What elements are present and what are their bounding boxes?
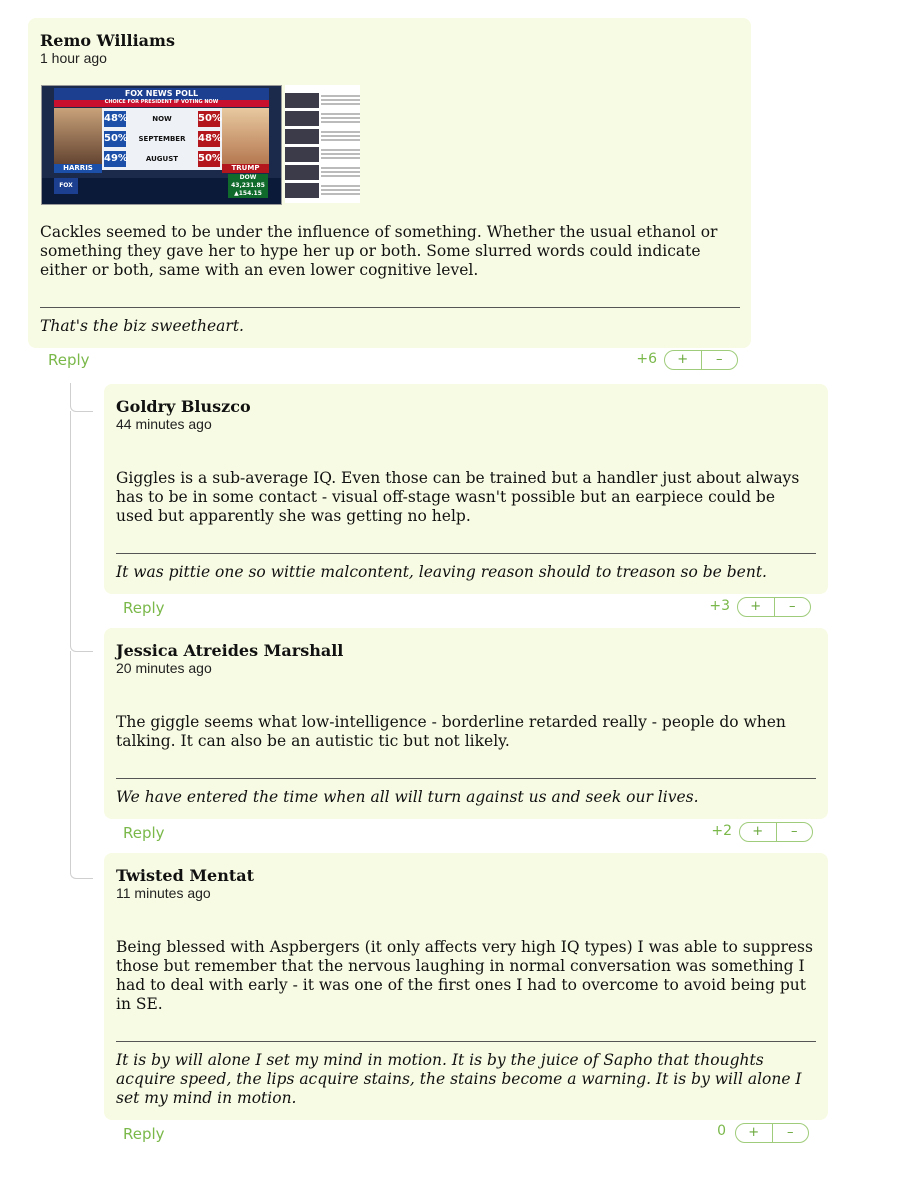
reply-button[interactable]: Reply xyxy=(123,1125,165,1143)
related-video[interactable] xyxy=(285,183,360,198)
downvote-button[interactable]: – xyxy=(772,1124,809,1142)
related-video[interactable] xyxy=(285,129,360,144)
reply-button[interactable]: Reply xyxy=(123,824,165,842)
comment-timestamp[interactable]: 11 minutes ago xyxy=(116,885,211,901)
comment-body: The giggle seems what low-intelligence - borderline retarded really - people do when talking. It can also be an autistic tic but not likely. xyxy=(116,713,786,750)
related-videos-header xyxy=(285,85,360,93)
poll-row-label: AUGUST xyxy=(145,155,179,163)
comment-timestamp[interactable]: 44 minutes ago xyxy=(116,416,212,432)
downvote-button[interactable]: – xyxy=(774,598,811,616)
comment-body: Being blessed with Aspbergers (it only affects very high IQ types) I was able to suppress those but remember that the nervous laughing in normal conversation was something I had to deal with early - it was one of the first ones I had to overcome to avoid being put in SE. xyxy=(116,938,813,1013)
poll-row-label: SEPTEMBER xyxy=(138,135,186,143)
poll-subtitle-text: CHOICE FOR PRESIDENT IF VOTING NOW xyxy=(104,99,219,105)
comment-signature: We have entered the time when all will turn against us and seek our lives. xyxy=(116,788,699,806)
poll-subtitle xyxy=(54,100,269,107)
poll-table xyxy=(102,108,222,170)
candidate-photo-left xyxy=(54,108,102,170)
related-videos-list xyxy=(285,85,360,203)
dow-change: ▲154.15 xyxy=(234,190,262,197)
upvote-button[interactable]: + xyxy=(677,352,689,367)
related-video[interactable] xyxy=(285,93,360,108)
dow-box xyxy=(228,174,268,198)
comment-timestamp[interactable]: 1 hour ago xyxy=(40,50,107,66)
poll-value-right: 48% xyxy=(198,131,220,147)
downvote-button[interactable]: – xyxy=(776,823,813,841)
comment-author[interactable]: Goldry Bluszco xyxy=(116,397,251,416)
comment-signature: It was pittie one so wittie malcontent, leaving reason should to treason so be bent. xyxy=(116,563,767,581)
related-video[interactable] xyxy=(285,165,360,180)
poll-row xyxy=(102,110,222,128)
thread-connector xyxy=(70,651,93,879)
upvote-button[interactable]: + xyxy=(750,599,762,614)
vote-control xyxy=(737,597,811,617)
comment-score: +6 xyxy=(636,351,657,367)
poll-banner-text: FOX NEWS POLL xyxy=(124,89,199,98)
candidate-name-left: HARRIS xyxy=(54,164,102,173)
poll-value-right: 50% xyxy=(198,111,220,127)
related-video[interactable] xyxy=(285,147,360,162)
poll-value-left: 50% xyxy=(104,131,126,147)
vote-control xyxy=(739,822,813,842)
comment-author[interactable]: Remo Williams xyxy=(40,31,175,50)
comment-timestamp[interactable]: 20 minutes ago xyxy=(116,660,212,676)
reply-button[interactable]: Reply xyxy=(123,599,165,617)
thread-connector xyxy=(70,411,93,652)
upvote-button[interactable]: + xyxy=(752,824,764,839)
comment-signature: That's the biz sweetheart. xyxy=(40,317,244,335)
dow-value: 43,231.85 xyxy=(231,182,265,189)
comment-author[interactable]: Twisted Mentat xyxy=(116,866,255,885)
vote-control xyxy=(664,350,738,370)
comment-author[interactable]: Jessica Atreides Marshall xyxy=(116,641,344,660)
comment-score: +3 xyxy=(709,598,730,614)
comment-score: +2 xyxy=(711,823,732,839)
comment-score: 0 xyxy=(717,1123,726,1139)
upvote-button[interactable]: + xyxy=(748,1125,760,1140)
comment-body: Giggles is a sub-average IQ. Even those can be trained but a handler just about always has to be in some contact - visual off-stage wasn't possible but an earpiece could be used but apparently she was getting no help. xyxy=(116,469,800,525)
downvote-button[interactable]: – xyxy=(701,351,738,369)
poll-row-label: NOW xyxy=(152,115,172,123)
poll-value-right: 50% xyxy=(198,151,220,167)
poll-value-left: 48% xyxy=(104,111,126,127)
dow-label: DOW xyxy=(239,174,257,181)
signature-divider xyxy=(116,553,816,554)
signature-divider xyxy=(116,1041,816,1042)
poll-row xyxy=(102,130,222,148)
thread-connector xyxy=(70,383,93,412)
related-video[interactable] xyxy=(285,111,360,126)
video-thumbnail[interactable] xyxy=(41,85,282,205)
poll-value-left: 49% xyxy=(104,151,126,167)
signature-divider xyxy=(116,778,816,779)
reply-button[interactable]: Reply xyxy=(48,351,90,369)
comment-body: Cackles seemed to be under the influence of something. Whether the usual ethanol or something they gave her to hype her up or both. Some slurred words could indicate either or both, same with an even lower cognitive level. xyxy=(40,223,718,279)
channel-logo: FOX xyxy=(54,178,78,194)
signature-divider xyxy=(40,307,740,308)
comment-signature: It is by will alone I set my mind in motion. It is by the juice of Sapho that thoughts acquire speed, the lips acquire stains, the stains become a warning. It is by will alone I set my mind in motion. xyxy=(116,1051,802,1107)
poll-row xyxy=(102,150,222,168)
vote-control xyxy=(735,1123,809,1143)
candidate-name-right: TRUMP xyxy=(222,164,269,173)
candidate-photo-right xyxy=(222,108,269,170)
